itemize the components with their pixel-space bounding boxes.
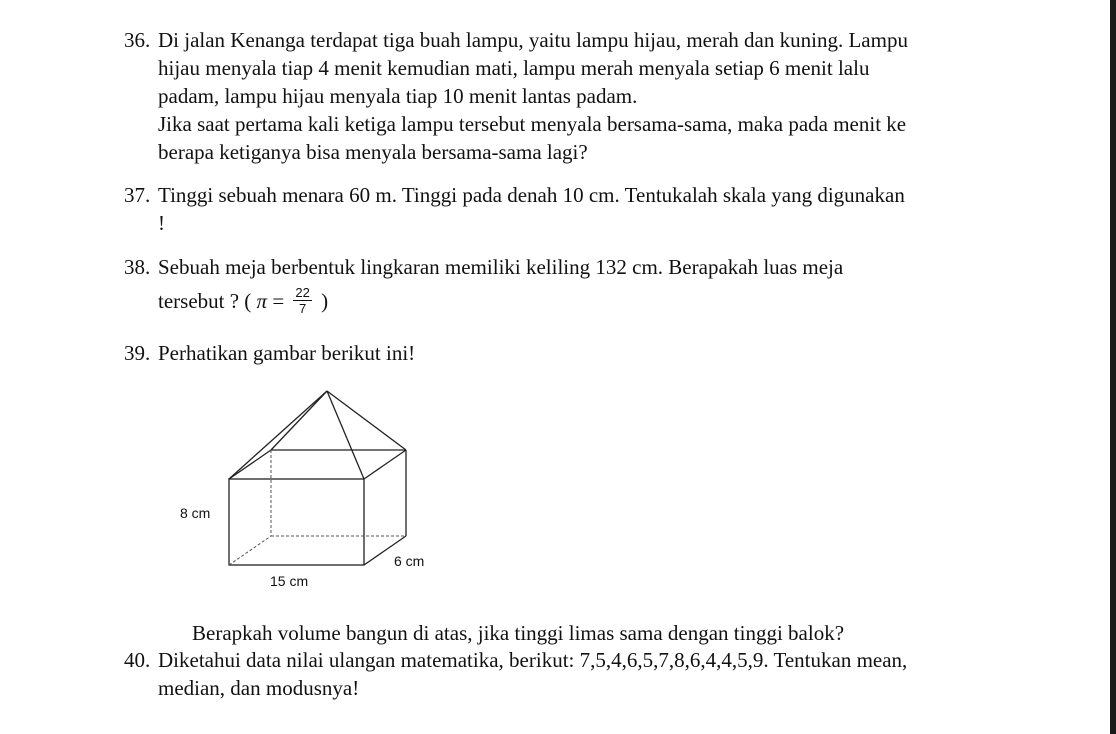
question-line: Di jalan Kenanga terdapat tiga buah lampu, yaitu lampu hijau, merah dan kuning. Lampu xyxy=(158,28,908,52)
cuboid-edge xyxy=(364,450,406,479)
fraction xyxy=(293,285,311,316)
formula-open-paren: ( xyxy=(244,289,252,313)
question-line: Sebuah meja berbentuk lingkaran memiliki keliling 132 cm. Berapakah luas meja xyxy=(158,255,844,279)
question-text xyxy=(158,26,988,166)
question-line: Perhatikan gambar berikut ini! xyxy=(158,341,416,365)
formula-close-paren: ) xyxy=(321,289,329,313)
pi-symbol: π xyxy=(256,289,268,313)
question-line: Jika saat pertama kali ketiga lampu tersebut menyala bersama-sama, maka pada menit ke xyxy=(158,112,907,136)
figure-svg xyxy=(170,382,440,597)
prism-pyramid-figure xyxy=(170,382,440,597)
formula-equals: = xyxy=(272,289,285,313)
pi-formula xyxy=(244,284,329,316)
question-line-formula xyxy=(158,284,988,319)
question-text xyxy=(158,253,988,319)
question-number: 36. xyxy=(124,28,151,52)
fraction-denominator: 7 xyxy=(299,300,307,316)
page-edge-bar xyxy=(1110,0,1116,734)
question-line: berapa ketiganya bisa menyala bersama-sama lagi? xyxy=(158,140,588,164)
question-text xyxy=(158,339,988,367)
height-label: 8 cm xyxy=(180,505,211,521)
question-text xyxy=(158,181,988,237)
question-line: Tinggi sebuah menara 60 m. Tinggi pada denah 10 cm. Tentukalah skala yang digunakan xyxy=(158,183,905,207)
question-line: median, dan modusnya! xyxy=(158,676,360,700)
hidden-edge xyxy=(229,536,271,565)
question-line-prefix: tersebut ? xyxy=(158,289,240,313)
question-number: 38. xyxy=(124,255,151,279)
fraction-numerator: 22 xyxy=(295,284,310,300)
width-label: 6 cm xyxy=(394,553,425,569)
pyramid-edge xyxy=(229,391,327,479)
question-number: 39. xyxy=(124,341,151,365)
question-number: 40. xyxy=(124,648,151,672)
pyramid-edge xyxy=(271,391,327,450)
length-label: 15 cm xyxy=(270,573,309,589)
cuboid-edge xyxy=(229,450,271,479)
question-line: Diketahui data nilai ulangan matematika, berikut: 7,5,4,6,5,7,8,6,4,4,5,9. Tentukan mean, xyxy=(158,648,908,672)
question-text xyxy=(158,646,988,702)
question-39-subquestion: Berapkah volume bangun di atas, jika tinggi limas sama dengan tinggi balok? xyxy=(192,621,845,645)
question-line: ! xyxy=(158,211,165,235)
question-number: 37. xyxy=(124,183,151,207)
question-line: padam, lampu hijau menyala tiap 10 menit lantas padam. xyxy=(158,84,638,108)
question-line: hijau menyala tiap 4 menit kemudian mati, lampu merah menyala setiap 6 menit lalu xyxy=(158,56,870,80)
cuboid-front-face xyxy=(229,479,364,565)
